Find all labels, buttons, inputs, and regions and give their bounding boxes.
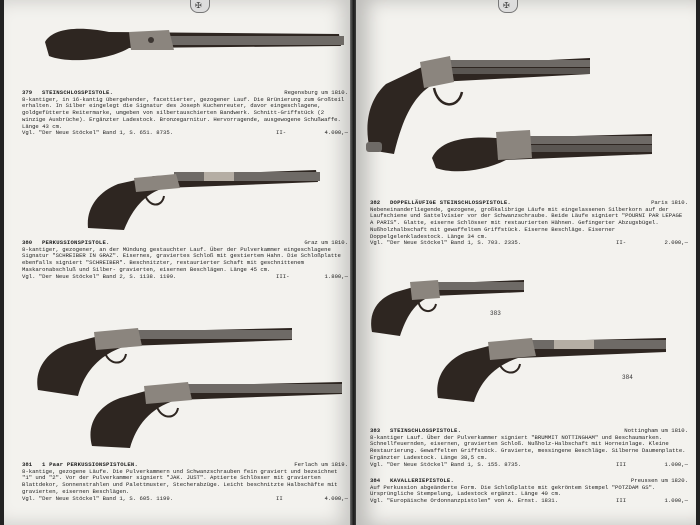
entry-reference: Vgl. "Europäische Ordonnanzpistolen" von A. Ernst. 1831. xyxy=(370,497,558,505)
figure-caption-383: 383 xyxy=(490,310,501,317)
crest-icon: ✠ xyxy=(498,0,518,13)
entry-body: 8-kantiger, in 16-kantig übergehender, facettierter, gezogener Lauf. Die Brünierung zum Großteil erhalten. In Silber eingelegt die Signatur des Joseph Kuchenreuter, davor eingeschlagene, goldgefütterte Reitermarke, umgeben von silbertauschierten Bandwerk. Schnitt-Griffstück (2 winzige Ausbrüche). Ergänzter Ladestock. Bronzegarnitur. Hervorragende, ausgewogene Schußwaffe. Länge 43 cm. xyxy=(22,95,345,130)
entry-reference: Vgl. "Der Neue Stöckel" Band 1, S. 651. 8735. xyxy=(22,129,174,137)
entry-price: 2.000,— xyxy=(664,239,688,247)
entry-title: DOPPELLÄUFIGE STEINSCHLOSSPISTOLE. xyxy=(390,199,511,206)
entry-price: 4.000,— xyxy=(324,129,348,137)
entry-title: PERKUSSIONSPISTOLE. xyxy=(42,239,110,246)
entry-place: Regensburg um 1810. xyxy=(284,89,348,96)
entry-381 xyxy=(22,462,348,502)
pistol-380-image xyxy=(84,158,324,236)
entry-place: Preussen um 1820. xyxy=(630,477,688,484)
entry-place: Ferlach um 1819. xyxy=(294,461,348,468)
entry-price: 4.000,— xyxy=(324,494,348,502)
entry-reference: Vgl. "Der Neue Stöckel" Band 1, S. 703. 2335. xyxy=(370,239,522,247)
entry-number: 381 xyxy=(22,461,33,468)
entry-class: II- xyxy=(276,129,287,137)
entry-place: Paris 1810. xyxy=(651,199,688,206)
entry-380 xyxy=(22,240,348,280)
entry-title: STEINSCHLOSSPISTOLE. xyxy=(390,427,462,434)
entry-reference: Vgl. "Der Neue Stöckel" Band 2, S. 1138. 1199. xyxy=(22,272,177,280)
entry-383 xyxy=(370,428,688,468)
entry-body: 8-kantige, gezogene Läufe. Die Pulverkammern und Schwanzschrauben fein graviert und bezeichnet "1" und "2". Vor der Pulverkammer signiert "JAK. JUST". Aptierte Schlösser mit gravierten Blattdekor, Sonnenstrahlen und Palettmuster, Stecherabzüge. Leicht beschnitzte Halbschäfte mit gravierten, eisernen Beschlägen. xyxy=(22,467,338,495)
entry-number: 384 xyxy=(370,477,381,484)
entry-body: 8-kantiger, gezogener, an der Mündung gestauchter Lauf. Über der Pulverkammer eingeschlagene Signatur "SCHREIBER IN GRAZ". Eisernes, graviertes Schloß mit gestiertem Hahn. Die Schloßplatte ebenfalls signiert "SCHREIBER". Beschnitzter, restaurierter Schaft mit geschnittenem Maskaronabschluß und Silber- gravierten, eisernen Beschlägen. Länge 45 cm. xyxy=(22,245,341,273)
entry-382 xyxy=(370,200,688,247)
entry-number: 379 xyxy=(22,89,33,96)
entry-price: 1.000,— xyxy=(664,497,688,505)
entry-379 xyxy=(22,90,348,137)
entry-body: Nebeneinanderliegende, gezogene, großkalibrige Läufe mit eingelassenen Silberkorn auf der Laufschiene und Sattelvisier vor der Schwanzschraube. Beide Läufe signiert "POURNI PAR LEPAGE A PARIS". Glatte, eiserne Schlösser mit restaurierten Hähnen. Gefingerter Abzugsbügel. Nußholzhalbschaft mit gewaffeltem Griffstück. Eiserne Beschläge. Eiserner Doppelgelenkladestock. Länge 34 cm. xyxy=(370,205,683,240)
entry-title: KAVALLERIEPISTOLE. xyxy=(390,477,455,484)
entry-class: III xyxy=(616,460,627,468)
pistol-379-image xyxy=(39,20,349,65)
entry-reference: Vgl. "Der Neue Stöckel" Band 1, S. 155. 8735. xyxy=(370,460,522,468)
entry-place: Nottingham um 1810. xyxy=(624,427,688,434)
entry-384 xyxy=(370,478,688,505)
entry-title: 1 Paar PERKUSSIONSPISTOLEN. xyxy=(42,461,139,468)
entry-number: 382 xyxy=(370,199,381,206)
entry-class: II- xyxy=(616,239,627,247)
crest-icon: ✠ xyxy=(190,0,210,13)
entry-number: 383 xyxy=(370,427,381,434)
figure-caption-384: 384 xyxy=(622,374,633,381)
entry-reference: Vgl. "Der Neue Stöckel" Band 1, S. 605. 1199. xyxy=(22,494,174,502)
entry-body: Auf Perkussion abgeänderte Form. Die Schloßplatte mit gekröntem Stempel "POTZDAM GS". Ursprüngliche Stempelung, Ladestock ergänzt. Länge 40 cm. xyxy=(370,483,656,498)
pistol-381b-image xyxy=(84,362,344,450)
entry-number: 380 xyxy=(22,239,33,246)
left-page xyxy=(4,0,352,525)
entry-class: III xyxy=(616,497,627,505)
entry-price: 1.000,— xyxy=(664,460,688,468)
right-page xyxy=(356,0,696,525)
pistol-382b-image xyxy=(426,118,656,180)
entry-body: 8-kantiger Lauf. Über der Pulverkammer signiert "BRUMMIT NOTTINGHAM" und Beschaumarken. Schnellfeuernden, eisernen, gravierten Schloß. Nußholz-Halbschaft mit Horneinlage. Kleine Restaurierung. Gewaffelten Griffstück. Gravierte, messingene Beschläge. Silberne Daumenplatte. Ergänzter Ladestock. Länge 38,5 cm. xyxy=(370,433,686,461)
entry-place: Graz um 1810. xyxy=(304,239,348,246)
entry-class: II xyxy=(276,494,283,502)
entry-class: III- xyxy=(276,272,290,280)
entry-price: 1.800,— xyxy=(324,272,348,280)
pistol-384-image xyxy=(434,320,670,404)
entry-title: STEINSCHLOSSPISTOLE. xyxy=(42,89,114,96)
